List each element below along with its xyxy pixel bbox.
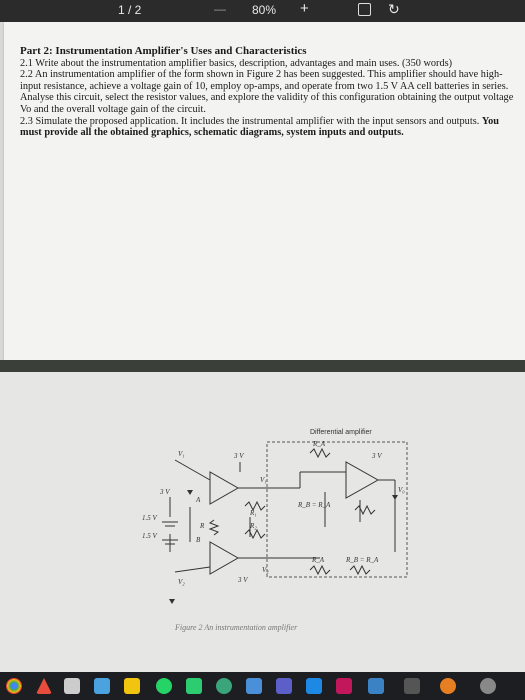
part-heading: Part 2: Instrumentation Amplifier's Uses and Characteristics — [20, 45, 307, 57]
label-ra-top: R_A — [313, 440, 326, 448]
taskbar — [0, 672, 525, 700]
store2-icon[interactable] — [306, 678, 322, 694]
photos-icon[interactable] — [124, 678, 140, 694]
label-v2: V₂ — [178, 578, 185, 586]
label-node-a: A — [196, 496, 201, 504]
item-2-3-bold: You must provide all the obtained graphics, schematic diagrams, system inputs and outputs. — [20, 115, 500, 139]
whatsapp-icon[interactable] — [156, 678, 172, 694]
chrome-icon[interactable] — [6, 678, 22, 694]
opamp-1 — [210, 472, 238, 504]
teams-icon[interactable] — [276, 678, 292, 694]
opamp-2 — [210, 542, 238, 574]
item-2-1: 2.1 Write about the instrumentation amplifier basics, description, advantages and main uses. (350 words) — [20, 57, 453, 69]
differential-box — [267, 442, 407, 577]
ground-1 — [187, 490, 193, 495]
opamp-3 — [346, 462, 378, 498]
page-divider — [0, 360, 525, 372]
figure-caption: Figure 2 An instrumentation amplifier — [175, 623, 298, 632]
label-vo-low: V₂ — [262, 566, 269, 574]
onenote-icon[interactable] — [336, 678, 352, 694]
pdf-toolbar — [0, 0, 525, 22]
label-batt2: 1.5 V — [142, 532, 157, 540]
label-vo: V₀ — [398, 486, 405, 494]
label-rb-bottom: R_B = R_A — [346, 556, 379, 564]
resistor-rb — [355, 506, 375, 514]
label-batt1: 1.5 V — [142, 514, 157, 522]
files-icon[interactable] — [186, 678, 202, 694]
terminal-icon[interactable] — [404, 678, 420, 694]
item-2-3-plain: 2.3 Simulate the proposed application. It includes the instrumental amplifier with the input sensors and outputs. — [20, 115, 480, 127]
rotate-icon[interactable]: ↻ — [388, 1, 400, 17]
edge-icon[interactable] — [216, 678, 232, 694]
label-r1: R₁ — [250, 509, 257, 517]
label-rb-eq: R_B = R_A — [298, 501, 331, 509]
diff-amp-title: Differential amplifier — [310, 429, 372, 436]
resistor-r2 — [245, 530, 265, 538]
resistor-r — [210, 520, 218, 535]
store-icon[interactable] — [64, 678, 80, 694]
resistor-ra-bottom — [310, 566, 330, 574]
vscode-icon[interactable] — [94, 678, 110, 694]
settings-icon[interactable] — [440, 678, 456, 694]
label-r2: R₂ — [250, 522, 257, 530]
ground-3 — [169, 599, 175, 604]
label-vo-mid: V₁ — [260, 476, 267, 484]
label-left-3v: 3 V — [160, 488, 170, 496]
label-ra-bottom: R_A — [312, 556, 325, 564]
resistor-rb-bottom — [350, 566, 370, 574]
zoom-level[interactable]: 80% — [252, 3, 277, 17]
gear-icon[interactable] — [480, 678, 496, 694]
label-v1: V₁ — [178, 450, 185, 458]
pdf-page-1 — [4, 22, 525, 360]
fit-page-icon[interactable] — [358, 3, 371, 16]
resistor-ra-top — [310, 449, 330, 457]
toolbar-separator: — — [214, 2, 226, 16]
zoom-in-button[interactable]: + — [300, 0, 309, 17]
item-2-2: 2.2 An instrumentation amplifier of the form shown in Figure 2 has been suggested. This amplifier should have high-input resistance, achieve a voltage gain of 10, employ op-amps, and operate from two 1.5 V AA cell batteries in series. Analyse this circuit, select the resistor values, and explore the validity of this configuration obtaining the output voltage Vo and the overall voltage gain of the circuit. — [20, 69, 514, 115]
folder-icon[interactable] — [368, 678, 384, 694]
label-node-b: B — [196, 536, 201, 544]
pdf-page-2 — [0, 372, 525, 672]
label-bottom-3v: 3 V — [238, 576, 248, 584]
label-top-3v: 3 V — [234, 452, 244, 460]
document-text — [20, 46, 515, 139]
item-2-3 — [20, 116, 515, 139]
app-icon[interactable] — [36, 678, 52, 694]
instrumentation-amplifier-figure — [142, 422, 410, 642]
mail-icon[interactable] — [246, 678, 262, 694]
label-r: R — [200, 522, 205, 530]
ground-2 — [392, 495, 398, 500]
page-indicator[interactable]: 1 / 2 — [118, 3, 142, 17]
label-right-3v: 3 V — [372, 452, 382, 460]
